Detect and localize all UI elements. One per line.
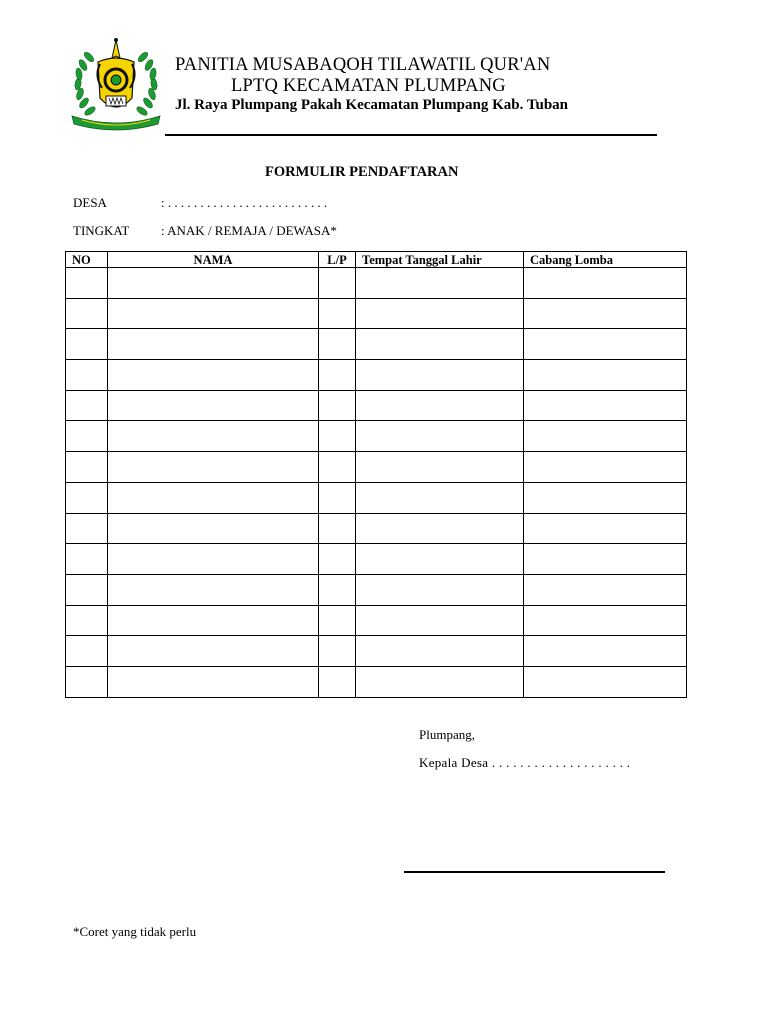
cell-lp xyxy=(319,268,356,299)
cell-cabang-lomba xyxy=(524,421,687,452)
cell-lp xyxy=(319,329,356,360)
cell-no xyxy=(66,605,108,636)
cell-no xyxy=(66,329,108,360)
header-divider xyxy=(165,134,657,136)
table-row xyxy=(66,574,687,605)
cell-lp xyxy=(319,452,356,483)
cell-cabang-lomba xyxy=(524,636,687,667)
cell-cabang-lomba xyxy=(524,574,687,605)
cell-lp xyxy=(319,605,356,636)
cell-no xyxy=(66,421,108,452)
cell-no xyxy=(66,268,108,299)
footnote: *Coret yang tidak perlu xyxy=(73,924,197,939)
desa-field xyxy=(73,195,327,211)
cell-nama xyxy=(108,360,319,391)
cell-no xyxy=(66,513,108,544)
cell-nama xyxy=(108,574,319,605)
cell-tempat-tanggal-lahir xyxy=(356,574,524,605)
signature-place: Plumpang, xyxy=(419,727,475,742)
column-header-tempat-tanggal-lahir: Tempat Tanggal Lahir xyxy=(356,252,524,268)
cell-tempat-tanggal-lahir xyxy=(356,513,524,544)
cell-cabang-lomba xyxy=(524,268,687,299)
organization-subtitle: LPTQ KECAMATAN PLUMPANG xyxy=(231,76,506,96)
column-header-no: NO xyxy=(66,252,108,268)
desa-value: : . . . . . . . . . . . . . . . . . . . . . . . . . xyxy=(161,195,328,210)
cell-lp xyxy=(319,421,356,452)
cell-no xyxy=(66,482,108,513)
tingkat-label: TINGKAT xyxy=(73,223,130,238)
cell-nama xyxy=(108,390,319,421)
cell-no xyxy=(66,360,108,391)
cell-tempat-tanggal-lahir xyxy=(356,482,524,513)
cell-no xyxy=(66,636,108,667)
cell-cabang-lomba xyxy=(524,513,687,544)
table-row xyxy=(66,544,687,575)
cell-tempat-tanggal-lahir xyxy=(356,268,524,299)
signature-line xyxy=(404,871,665,873)
cell-nama xyxy=(108,298,319,329)
cell-no xyxy=(66,574,108,605)
cell-tempat-tanggal-lahir xyxy=(356,605,524,636)
cell-nama xyxy=(108,452,319,483)
cell-lp xyxy=(319,636,356,667)
cell-nama xyxy=(108,666,319,697)
table-header-row xyxy=(66,252,687,268)
cell-no xyxy=(66,666,108,697)
cell-nama xyxy=(108,513,319,544)
cell-cabang-lomba xyxy=(524,452,687,483)
tuban-regency-emblem-icon xyxy=(68,36,164,134)
column-header-lp: L/P xyxy=(319,252,356,268)
tingkat-value: : ANAK / REMAJA / DEWASA* xyxy=(161,223,337,238)
cell-cabang-lomba xyxy=(524,329,687,360)
cell-nama xyxy=(108,421,319,452)
tingkat-field xyxy=(73,223,337,239)
table-row xyxy=(66,605,687,636)
cell-tempat-tanggal-lahir xyxy=(356,452,524,483)
cell-tempat-tanggal-lahir xyxy=(356,544,524,575)
cell-cabang-lomba xyxy=(524,605,687,636)
cell-lp xyxy=(319,482,356,513)
organization-address: Jl. Raya Plumpang Pakah Kecamatan Plumpang Kab. Tuban xyxy=(175,97,569,113)
cell-cabang-lomba xyxy=(524,390,687,421)
table-row xyxy=(66,360,687,391)
cell-tempat-tanggal-lahir xyxy=(356,329,524,360)
cell-nama xyxy=(108,636,319,667)
table-body xyxy=(66,268,687,698)
cell-no xyxy=(66,544,108,575)
cell-no xyxy=(66,452,108,483)
cell-nama xyxy=(108,268,319,299)
signature-role: Kepala Desa . . . . . . . . . . . . . . . . . . . . xyxy=(419,755,631,770)
cell-cabang-lomba xyxy=(524,666,687,697)
table-row xyxy=(66,636,687,667)
cell-tempat-tanggal-lahir xyxy=(356,666,524,697)
cell-nama xyxy=(108,605,319,636)
table-row xyxy=(66,390,687,421)
form-title: FORMULIR PENDAFTARAN xyxy=(265,164,459,180)
cell-tempat-tanggal-lahir xyxy=(356,421,524,452)
table-row xyxy=(66,329,687,360)
cell-tempat-tanggal-lahir xyxy=(356,390,524,421)
table-row xyxy=(66,268,687,299)
cell-cabang-lomba xyxy=(524,544,687,575)
table-row xyxy=(66,452,687,483)
cell-nama xyxy=(108,329,319,360)
table-row xyxy=(66,666,687,697)
column-header-cabang-lomba: Cabang Lomba xyxy=(524,252,687,268)
cell-lp xyxy=(319,544,356,575)
table-row xyxy=(66,421,687,452)
cell-lp xyxy=(319,360,356,391)
desa-label: DESA xyxy=(73,195,107,210)
cell-no xyxy=(66,390,108,421)
cell-lp xyxy=(319,666,356,697)
table-row xyxy=(66,482,687,513)
cell-nama xyxy=(108,544,319,575)
cell-no xyxy=(66,298,108,329)
cell-lp xyxy=(319,390,356,421)
organization-name: PANITIA MUSABAQOH TILAWATIL QUR'AN xyxy=(175,55,551,75)
cell-cabang-lomba xyxy=(524,482,687,513)
cell-lp xyxy=(319,574,356,605)
cell-tempat-tanggal-lahir xyxy=(356,360,524,391)
cell-cabang-lomba xyxy=(524,360,687,391)
emblem-graphic xyxy=(68,36,164,134)
cell-lp xyxy=(319,298,356,329)
table-row xyxy=(66,513,687,544)
registration-table xyxy=(65,251,687,698)
cell-tempat-tanggal-lahir xyxy=(356,298,524,329)
cell-tempat-tanggal-lahir xyxy=(356,636,524,667)
table-row xyxy=(66,298,687,329)
cell-lp xyxy=(319,513,356,544)
column-header-nama: NAMA xyxy=(108,252,319,268)
cell-cabang-lomba xyxy=(524,298,687,329)
cell-nama xyxy=(108,482,319,513)
